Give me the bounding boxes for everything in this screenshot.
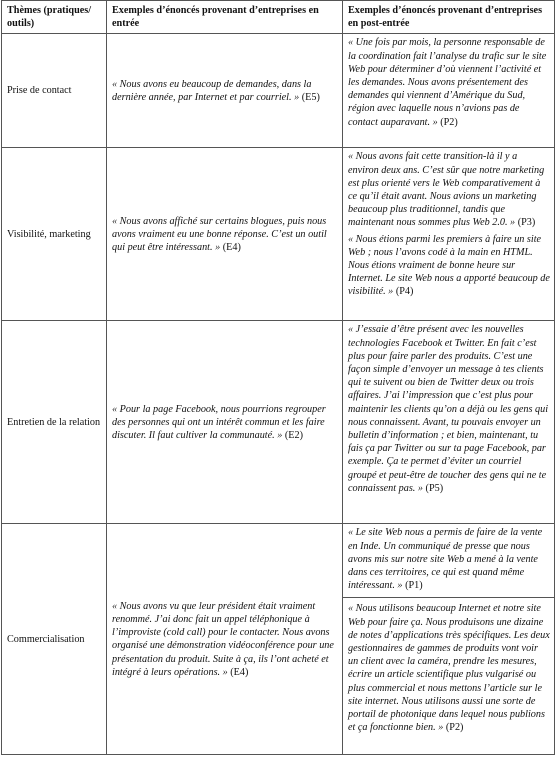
- entry-quote: [107, 321, 343, 524]
- quote-text: « Nous avons fait cette transition-là il y a environ deux ans. C’est sûr que notre marketing est plus orienté vers le Web comparativement à ce qu’il était avant. Nous avions un marketing beaucoup plus traditionnel, tandis que maintenant nous sommes plus Web 2.0. »: [348, 151, 545, 229]
- theme-cell: Entretien de la relation: [2, 321, 107, 524]
- quote-ref: (P5): [423, 482, 444, 494]
- post-entry-quotes: [343, 524, 555, 755]
- post-quote: [343, 231, 554, 300]
- quote-text: « J’essaie d’être présent avec les nouvelles technologies Facebook et Twitter. En fait c’est plus pour faire parler des produits. C’est une façon simple d’envoyer un message à tes clients qui te suivent ou bien de Twitter deux ou trois affaires. J’ai l’impression que c’est plus pour maintenir les clients qu’on a déjà ou les gens qui nous connaissent. Avant, tu pouvais envoyer un bulletin d’information ; et bien, maintenant, tu fais ça par Twitter ou sur ta page Facebook, par exemple. Ça te permet d’éviter un courriel groupé et peut-être de toucher des gens qui ne te connaissent pas. »: [348, 324, 549, 494]
- post-quote: [343, 148, 554, 230]
- quote-text: « Nous étions parmi les premiers à faire un site Web ; nous l’avons codé à la main en HTML. Nous étions vraiment de bonne heure sur Internet. Le site Web nous a apporté beaucoup de visibilité. »: [348, 233, 550, 298]
- header-themes: Thèmes (pratiques/ outils): [2, 1, 107, 34]
- theme-cell: Prise de contact: [2, 34, 107, 148]
- post-quote: [343, 34, 554, 129]
- post-entry-quotes: [343, 148, 555, 321]
- quote-ref: (E5): [299, 91, 320, 103]
- quote-ref: (E2): [282, 430, 303, 441]
- themes-table: [1, 0, 555, 755]
- table-row: [2, 148, 555, 321]
- theme-cell: Commercialisation: [2, 524, 107, 755]
- header-post-entry: Exemples d’énoncés provenant d’entreprises en post-entrée: [343, 1, 555, 34]
- post-quote: [343, 321, 554, 496]
- quote-ref: (P1): [402, 580, 423, 592]
- post-entry-quotes: [343, 34, 555, 148]
- header-row: [2, 1, 555, 34]
- quote-text: « Nous avons eu beaucoup de demandes, dans la dernière année, par Internet et par courriel. »: [112, 78, 312, 103]
- quote-ref: (P4): [393, 286, 414, 298]
- quote-ref: (P3): [515, 217, 536, 229]
- entry-quote: [107, 34, 343, 148]
- post-quote: [343, 597, 554, 735]
- entry-quote: [107, 524, 343, 755]
- quote-text: « Nous utilisons beaucoup Internet et notre site Web pour faire ça. Nous produisons une dizaine de notes d’applications très spécifiques. Les deux gestionnaires de gammes de produits vont voir un client avec la caméra, prendre les mesures, écrire un article scientifique plus vulgarisé ou plus commercial et nous mettons l’article sur le site internet. Nous utilisons aussi une sorte de portail de photonique dans lequel nous publions et ça fonctionne bien. »: [348, 603, 550, 734]
- quote-ref: (P2): [437, 116, 458, 128]
- quote-text: « Le site Web nous a permis de faire de la vente en Inde. Un communiqué de presse que nous avons mis sur notre site Web a mené à la vente dans ces territoires, ce qui est quand même intéressant. »: [348, 527, 543, 592]
- quote-text: « Nous avons affiché sur certains blogues, puis nous avons vraiment eu une bonne réponse. C’est un outil qui peut être intéressant. »: [112, 215, 327, 253]
- quote-ref: (P2): [443, 722, 464, 734]
- quote-text: « Nous avons vu que leur président était vraiment renommé. J’ai donc fait un appel téléphonique à l’improviste (cold call) pour le contacter. Nous avons organisé une démonstration vidéoconférence pour une présentation du produit. Suite à ça, ils l’ont acheté et intégré à leurs opérations. »: [112, 600, 334, 678]
- quote-text: « Une fois par mois, la personne responsable de la coordination fait l’analyse du trafic sur le site Web pour déterminer d’où viennent l’activité et les demandes. Nous avons présentement des demandes qui viennent d’Amérique du Sud, région avec laquelle nous n’avions pas de contact auparavant. »: [348, 37, 547, 128]
- theme-cell: Visibilité, marketing: [2, 148, 107, 321]
- quote-text: « Pour la page Facebook, nous pourrions regrouper des personnes qui ont un intérêt commun et les faire discuter. Il faut cultiver la communauté. »: [112, 403, 326, 441]
- table-row: [2, 321, 555, 524]
- post-entry-quotes: [343, 321, 555, 524]
- entry-quote: [107, 148, 343, 321]
- post-quote: [343, 524, 554, 593]
- table-row: [2, 34, 555, 148]
- quote-ref: (E4): [227, 666, 249, 678]
- table-row: [2, 524, 555, 755]
- header-entry: Exemples d’énoncés provenant d’entreprises en entrée: [107, 1, 343, 34]
- quote-ref: (E4): [220, 242, 241, 253]
